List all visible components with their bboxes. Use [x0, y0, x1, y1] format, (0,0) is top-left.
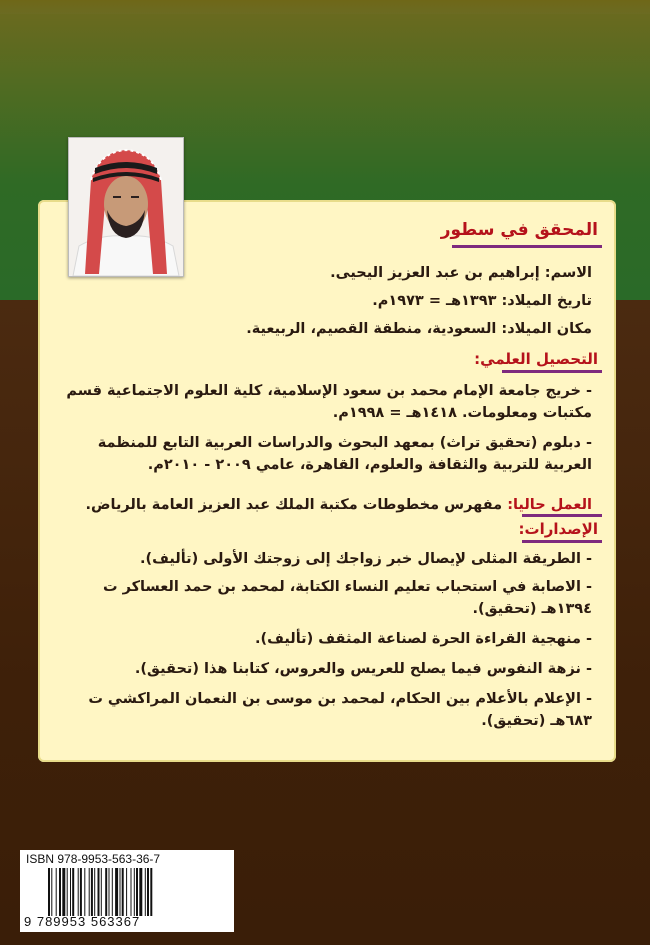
barcode-bar: [72, 868, 74, 916]
publication-item-2: - الاصابة في استحباب تعليم النساء الكتابة، لمحمد بن حمد العساكر ت ١٣٩٤هـ (تحقيق).: [102, 579, 592, 617]
publication-item-5: - الإعلام بالأعلام بين الحكام، لمحمد بن موسى بن النعمان المراكشي ت ٦٨٣هـ (تحقيق).: [88, 691, 592, 729]
barcode-bar: [150, 868, 152, 916]
cover-top-stripe: [0, 0, 650, 14]
barcode-bar: [70, 868, 71, 916]
barcode-bar: [51, 868, 52, 916]
barcode-bar: [115, 868, 118, 916]
barcode-bar: [67, 868, 68, 916]
barcode-bar: [98, 868, 100, 916]
barcode-bar: [59, 868, 61, 916]
barcode-bar: [126, 868, 127, 916]
barcode-bar: [145, 868, 146, 916]
barcode-bar: [48, 868, 50, 916]
title-underline: [452, 245, 602, 248]
barcode-bar: [122, 868, 124, 916]
education-item-2: - دبلوم (تحقيق تراث) بمعهد البحوث والدراسات العربية التابع للمنظمة العربية للتربية والثقافة والعلوم، القاهرة، عامي ٢٠٠٩ - ٢٠١٠م.: [97, 435, 592, 473]
barcode-icon: [48, 868, 226, 916]
barcode-bar: [56, 868, 57, 916]
barcode-bar: [80, 868, 82, 916]
publications-heading: الإصدارات:: [518, 520, 598, 538]
work-text: مفهرس مخطوطات مكتبة الملك عبد العزيز العامة بالرياض.: [85, 497, 503, 513]
barcode-bar: [136, 868, 138, 916]
barcode-bar: [109, 868, 110, 916]
barcode-bar: [101, 868, 102, 916]
author-portrait-icon: [68, 137, 184, 277]
barcode-bar: [89, 868, 90, 916]
bio-name: الاسم: إبراهيم بن عبد العزيز اليحيى.: [330, 265, 592, 281]
bio-birth-date: تاريخ الميلاد: ١٣٩٣هـ = ١٩٧٣م.: [372, 293, 592, 309]
barcode-bar: [62, 868, 65, 916]
publication-item-4: - نزهة النفوس فيما يصلح للعريس والعروس، كتابنا هذا (تحقيق).: [134, 661, 592, 677]
isbn-label: ISBN 978-9953-563-36-7: [26, 852, 161, 866]
barcode-digits: 9 789953 563367: [24, 914, 141, 929]
barcode-bar: [91, 868, 93, 916]
education-heading: التحصيل العلمي:: [474, 350, 598, 368]
barcode-bar: [84, 868, 85, 916]
isbn-barcode-box: [20, 850, 234, 932]
barcode-bar: [94, 868, 95, 916]
barcode-bar: [131, 868, 132, 916]
barcode-bar: [120, 868, 121, 916]
barcode-bar: [147, 868, 149, 916]
work-line: [52, 494, 592, 516]
barcode-bar: [105, 868, 107, 916]
work-heading-underline: [522, 514, 602, 517]
education-heading-underline: [502, 370, 602, 373]
section-title-researcher: المحقق في سطور: [440, 220, 598, 240]
publication-item-1: - الطريقة المثلى لإيصال خبر زواجك إلى زوجتك الأولى (تأليف).: [139, 551, 592, 567]
barcode-bar: [78, 868, 79, 916]
work-heading: العمل حاليا:: [507, 497, 592, 513]
education-item-1: - خريج جامعة الإمام محمد بن سعود الإسلامية، كلية العلوم الاجتماعية قسم مكتبات ومعلومات. ١٤١٨هـ = ١٩٩٨م.: [66, 383, 592, 421]
publication-item-3: - منهجية القراءة الحرة لصناعة المثقف (تأليف).: [254, 631, 592, 647]
barcode-bar: [134, 868, 135, 916]
bio-birth-place: مكان الميلاد: السعودية، منطقة القصيم، الربيعية.: [246, 321, 592, 337]
barcode-bar: [112, 868, 113, 916]
publications-heading-underline: [522, 540, 602, 543]
barcode-bar: [139, 868, 142, 916]
